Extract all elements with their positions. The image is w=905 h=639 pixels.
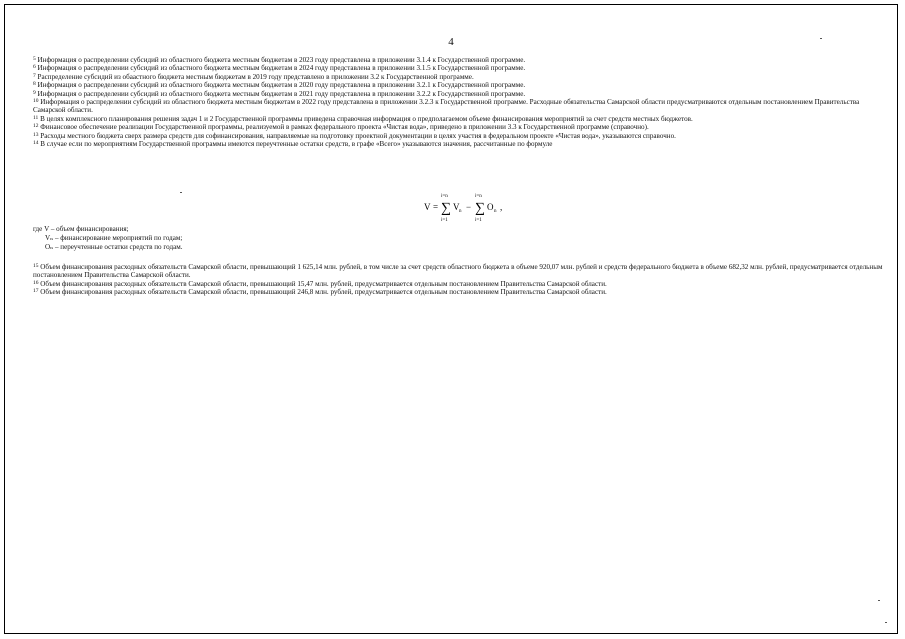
- footnote-13: [33, 132, 885, 140]
- footnote-marker: 10: [33, 98, 39, 105]
- footnote-text: Объем финансирования расходных обязательств Самарской области, превышающий 15,47 млн. рублей, предусматривается отдельным постановлением Правительства Самарской области.: [40, 279, 607, 288]
- footnote-marker: 6: [33, 64, 36, 71]
- formula-sum2-lower: i=1: [475, 218, 482, 223]
- footnote-text: В случае если по мероприятиям Государственной программы имеются переучтенные остатки средств, в графе «Всего» указываются значения, рассчитанные по формуле: [40, 140, 553, 149]
- footnote-14: [33, 140, 885, 148]
- footnote-11: [33, 115, 885, 123]
- footnote-text: Объем финансирования расходных обязательств Самарской области, превышающий 246,8 млн. рублей, предусматривается отдельным постановлением Правительства Самарской области.: [40, 288, 607, 297]
- footnote-text: Информация о распределении субсидий из областного бюджета местным бюджетам в 2024 году представлена в приложении 3.1.5 к Государственной программе.: [37, 64, 526, 73]
- formula-term1: V: [453, 202, 460, 212]
- formula-sum1-lower: i=1: [441, 218, 448, 223]
- footnote-marker: 17: [33, 288, 39, 295]
- sum-sign-icon: ∑: [475, 201, 485, 216]
- formula-minus: −: [466, 202, 472, 212]
- legend-line-2: Vₙ – финансирование мероприятий по годам;: [45, 234, 183, 242]
- formula-eq: =: [433, 202, 439, 212]
- legend-line-1: где V – объем финансирования;: [33, 225, 129, 233]
- footnote-9: [33, 90, 885, 98]
- formula: [424, 191, 534, 225]
- legend-line-3: Oₙ – переучтенные остатки средств по годам.: [45, 243, 183, 251]
- footnote-marker: 15: [33, 263, 39, 269]
- formula-sum2-upper: i=n: [475, 194, 482, 199]
- footnotes-top: [33, 56, 885, 148]
- scan-speck: [885, 622, 887, 623]
- footnote-5: [33, 56, 885, 64]
- footnote-marker: 14: [33, 140, 39, 147]
- formula-term2-sub: n: [494, 209, 497, 214]
- formula-legend: [33, 225, 182, 252]
- scan-speck: [820, 38, 822, 39]
- footnote-text: Информация о распределении субсидий из областного бюджета местным бюджетам в 2021 году представлена в приложении 3.2.2 к Государственной программе.: [37, 89, 526, 98]
- formula-sum1-upper: i=n: [441, 194, 448, 199]
- footnote-text: Объем финансирования расходных обязательств Самарской области, превышающий 1 625,14 млн. рублей, в том числе за счет средств областного бюджета в объеме 920,07 млн. рублей и средств федерального бюджета в объеме 682,32 млн. рублей, предусматривается отдельным постановлением Правительства Самарской области.: [33, 263, 883, 280]
- footnote-12: [33, 123, 885, 131]
- footnote-text: Распределение субсидий из обаастного бюджета местным бюджетам в 2019 году представлено в приложении 3.2 к Государственной программе.: [37, 72, 474, 81]
- sum-sign-icon: ∑: [441, 201, 451, 216]
- footnote-text: Информация о распределении субсидий из областного бюджета местным бюджетам в 2020 году представлена в приложении 3.2.1 к Государственной программе.: [37, 81, 526, 90]
- formula-term1-sub: n: [459, 209, 462, 214]
- page-number: 4: [448, 36, 454, 48]
- footnote-marker: 12: [33, 123, 39, 130]
- footnote-marker: 7: [33, 72, 36, 79]
- footnote-16: [33, 280, 885, 288]
- formula-lhs: V: [424, 202, 431, 212]
- footnote-marker: 13: [33, 131, 39, 138]
- footnote-marker: 8: [33, 81, 36, 88]
- footnotes-bottom: [33, 263, 885, 297]
- footnote-marker: 5: [33, 56, 36, 62]
- scan-speck: [180, 192, 182, 193]
- footnote-7: [33, 73, 885, 81]
- footnote-text: В целях комплексного планирования решения задач 1 и 2 Государственной программы приведена справочная информация о предполагаемом объеме финансирования мероприятий за счет средств местных бюджетов.: [40, 114, 693, 123]
- footnote-17: [33, 288, 885, 296]
- footnote-8: [33, 81, 885, 89]
- formula-svg: [424, 191, 534, 225]
- footnote-text: Финансовое обеспечение реализации Государственной программы, реализуемой в рамках федерального проекта «Чистая вода», приведено в приложении 3.3 к Государственной программе (справочно).: [40, 123, 649, 132]
- footnote-marker: 16: [33, 279, 39, 286]
- footnote-15: [33, 263, 885, 280]
- footnote-text: Информация о распределении субсидий из областного бюджета местным бюджетам в 2022 году представлена в приложении 3.2.3 к Государственной программе. Расходные обязательства Самарской области предусматриваются отдельным постановлением Правительства Самарской области.: [33, 98, 860, 115]
- footnote-text: Расходы местного бюджета сверх размера средств для софинансирования, направляемые на подготовку проектной документации в целях участия в федеральном проекте «Чистая вода», указываются справочно.: [40, 131, 676, 140]
- formula-term2: O: [487, 202, 494, 212]
- scan-speck: [878, 600, 880, 601]
- footnote-6: [33, 64, 885, 72]
- formula-tail: ,: [500, 202, 503, 212]
- footnote-marker: 9: [33, 89, 36, 96]
- footnote-marker: 11: [33, 114, 39, 121]
- footnote-text: Информация о распределении субсидий из областного бюджета местным бюджетам в 2023 году представлена в приложении 3.1.4 к Государственной программе.: [37, 56, 526, 64]
- footnote-10: [33, 98, 885, 115]
